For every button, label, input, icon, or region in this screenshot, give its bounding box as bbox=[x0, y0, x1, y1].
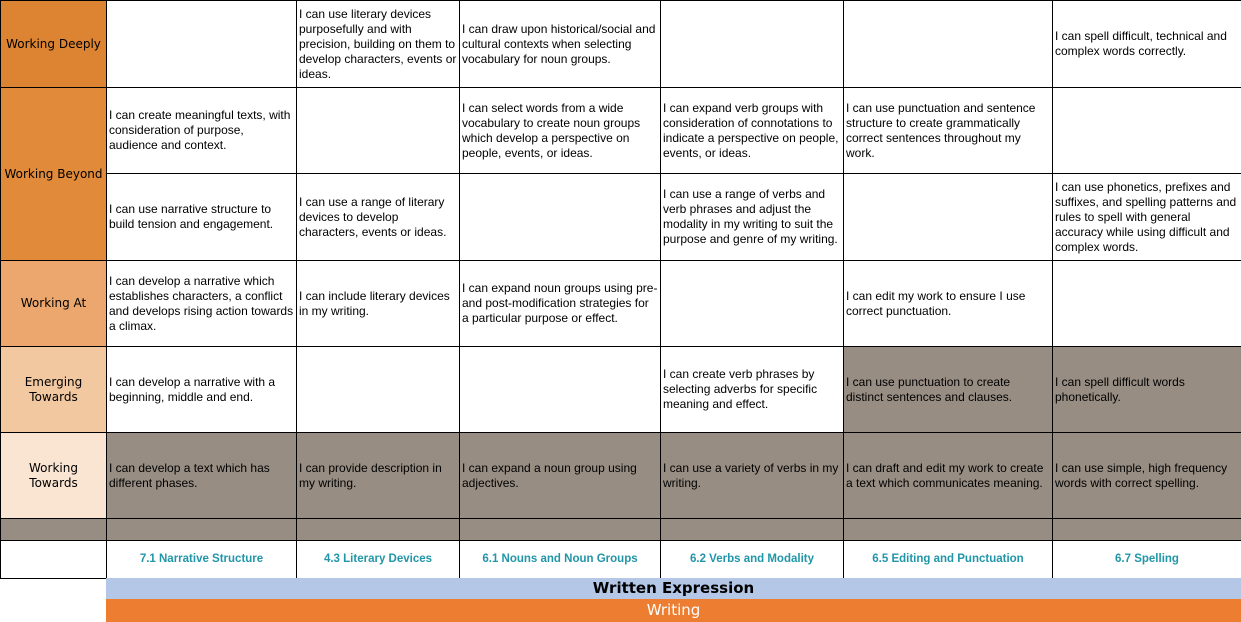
cell-at-literary: I can include literary devices in my writing. bbox=[297, 261, 460, 347]
level-working-towards: Working Towards bbox=[1, 433, 107, 519]
cell-towards-literary: I can provide description in my writing. bbox=[297, 433, 460, 519]
cell-deeply-literary: I can use literary devices purposefully and with precision, building on them to develop characters, events or ideas. bbox=[297, 1, 460, 88]
spacer-cell bbox=[107, 519, 297, 541]
cell-beyond-a-spelling bbox=[1053, 88, 1241, 174]
cell-beyond-a-verbs: I can expand verb groups with consideration of connotations to indicate a perspective on people, events, or ideas. bbox=[661, 88, 844, 174]
spacer-cell bbox=[1, 519, 107, 541]
cell-towards-nouns: I can expand a noun group using adjectives. bbox=[460, 433, 661, 519]
cell-beyond-a-editing: I can use punctuation and sentence structure to create grammatically correct sentences throughout my work. bbox=[844, 88, 1053, 174]
cell-at-spelling bbox=[1053, 261, 1241, 347]
spacer-cell bbox=[460, 519, 661, 541]
cell-emerging-spelling: I can spell difficult words phonetically. bbox=[1053, 347, 1241, 433]
level-working-at: Working At bbox=[1, 261, 107, 347]
column-label-spelling: 6.7 Spelling bbox=[1053, 541, 1241, 579]
cell-emerging-nouns bbox=[460, 347, 661, 433]
cell-towards-narrative: I can develop a text which has different phases. bbox=[107, 433, 297, 519]
cell-emerging-editing: I can use punctuation to create distinct sentences and clauses. bbox=[844, 347, 1053, 433]
cell-deeply-editing bbox=[844, 1, 1053, 88]
cell-towards-verbs: I can use a variety of verbs in my writing. bbox=[661, 433, 844, 519]
cell-at-editing: I can edit my work to ensure I use correct punctuation. bbox=[844, 261, 1053, 347]
row-working-beyond-a bbox=[1, 88, 1241, 174]
row-working-deeply bbox=[1, 1, 1241, 88]
mode-band: Writing bbox=[106, 599, 1241, 622]
cell-beyond-a-narrative: I can create meaningful texts, with consideration of purpose, audience and context. bbox=[107, 88, 297, 174]
cell-deeply-verbs bbox=[661, 1, 844, 88]
cell-emerging-verbs: I can create verb phrases by selecting adverbs for specific meaning and effect. bbox=[661, 347, 844, 433]
corner-cell bbox=[1, 541, 107, 579]
cell-deeply-nouns: I can draw upon historical/social and cultural contexts when selecting vocabulary for noun groups. bbox=[460, 1, 661, 88]
cell-beyond-a-literary bbox=[297, 88, 460, 174]
column-label-narrative-structure: 7.1 Narrative Structure bbox=[107, 541, 297, 579]
spacer-cell bbox=[661, 519, 844, 541]
column-label-verbs: 6.2 Verbs and Modality bbox=[661, 541, 844, 579]
cell-at-verbs bbox=[661, 261, 844, 347]
cell-towards-editing: I can draft and edit my work to create a text which communicates meaning. bbox=[844, 433, 1053, 519]
row-working-at bbox=[1, 261, 1241, 347]
column-label-literary-devices: 4.3 Literary Devices bbox=[297, 541, 460, 579]
level-working-beyond: Working Beyond bbox=[1, 88, 107, 261]
level-emerging-towards: Emerging Towards bbox=[1, 347, 107, 433]
cell-deeply-narrative bbox=[107, 1, 297, 88]
row-working-towards bbox=[1, 433, 1241, 519]
cell-emerging-narrative: I can develop a narrative with a beginning, middle and end. bbox=[107, 347, 297, 433]
column-label-nouns: 6.1 Nouns and Noun Groups bbox=[460, 541, 661, 579]
cell-beyond-b-editing bbox=[844, 174, 1053, 261]
cell-beyond-b-verbs: I can use a range of verbs and verb phrases and adjust the modality in my writing to suit the purpose and genre of my writing. bbox=[661, 174, 844, 261]
strand-band: Written Expression bbox=[106, 578, 1241, 599]
row-emerging-towards bbox=[1, 347, 1241, 433]
cell-towards-spelling: I can use simple, high frequency words with correct spelling. bbox=[1053, 433, 1241, 519]
cell-at-nouns: I can expand noun groups using pre- and post-modification strategies for a particular purpose or effect. bbox=[460, 261, 661, 347]
cell-emerging-literary bbox=[297, 347, 460, 433]
column-label-editing: 6.5 Editing and Punctuation bbox=[844, 541, 1053, 579]
cell-beyond-b-narrative: I can use narrative structure to build tension and engagement. bbox=[107, 174, 297, 261]
level-working-deeply: Working Deeply bbox=[1, 1, 107, 88]
row-working-beyond-b bbox=[1, 174, 1241, 261]
cell-beyond-b-spelling: I can use phonetics, prefixes and suffixes, and spelling patterns and rules to spell with general accuracy while using difficult and complex words. bbox=[1053, 174, 1241, 261]
row-spacer bbox=[1, 519, 1241, 541]
cell-deeply-spelling: I can spell difficult, technical and complex words correctly. bbox=[1053, 1, 1241, 88]
row-column-headers bbox=[1, 541, 1241, 579]
spacer-cell bbox=[844, 519, 1053, 541]
spacer-cell bbox=[297, 519, 460, 541]
cell-beyond-b-nouns bbox=[460, 174, 661, 261]
cell-at-narrative: I can develop a narrative which establishes characters, a conflict and develops rising action towards a climax. bbox=[107, 261, 297, 347]
spacer-cell bbox=[1053, 519, 1241, 541]
cell-beyond-b-literary: I can use a range of literary devices to develop characters, events or ideas. bbox=[297, 174, 460, 261]
cell-beyond-a-nouns: I can select words from a wide vocabulary to create noun groups which develop a perspective on people, events, or ideas. bbox=[460, 88, 661, 174]
